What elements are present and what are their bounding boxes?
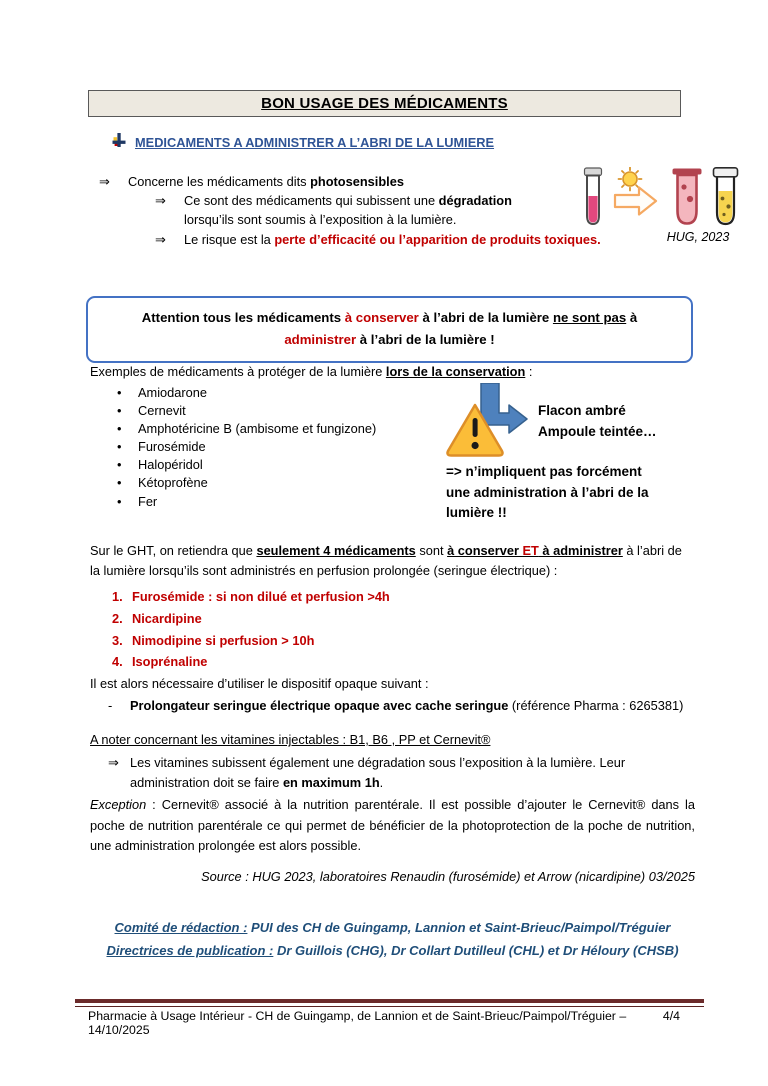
vitamins-line-1: ⇒ Les vitamines subissent également une dégradation sous l’exposition à la lumière. Leur	[90, 753, 696, 773]
list-item: • Kétoprofène	[90, 474, 532, 492]
ght-seg: Sur le GHT, on retiendra que	[90, 543, 257, 558]
intro-l4-text: Le risque est la	[184, 231, 275, 247]
list-item: • Fer	[90, 493, 532, 511]
warning-callout-line-1	[96, 307, 683, 329]
committee-text: PUI des CH de Guingamp, Lannion et Saint-Brieuc/Paimpol/Tréguier	[247, 920, 671, 935]
intro-l2-bold: dégradation	[438, 193, 512, 209]
vitamins-line-2	[90, 773, 696, 793]
test-tube-before-icon	[585, 168, 602, 224]
vitamins-max-1h: en maximum 1h	[282, 775, 380, 790]
test-tube-yellow-icon	[714, 168, 738, 224]
alert-seg: à l’abri de la lumière	[418, 310, 553, 325]
device-intro: Il est alors nécessaire d’utiliser le dispositif opaque suivant :	[90, 676, 429, 691]
alert-administrer: administrer	[284, 332, 357, 347]
transform-arrow-icon	[615, 188, 656, 215]
ght-seg: à conserver	[447, 543, 523, 558]
page-footer	[88, 1009, 680, 1037]
vitamins-seg: .	[379, 775, 384, 790]
photosensitive-intro	[99, 172, 601, 249]
document-title: BON USAGE DES MÉDICAMENTS	[261, 95, 508, 112]
numbered-item: Nicardipine	[132, 610, 202, 626]
exception-body: : Cernevit® associé à la nutrition parentérale. Il est possible d’ajouter le Cernevit® dans la poche de nutrition parentérale ce qui permet de bénéficier de la photoprotection de la poche de nutrition, une administration prolongée est alors possible.	[90, 797, 695, 853]
alert-seg: Attention tous les médicaments	[141, 310, 345, 325]
committee-line-1	[90, 916, 695, 939]
list-item: • Amphotéricine B (ambisome et fungizone)	[90, 420, 532, 438]
amber-note-line-1: => n’impliquent pas forcément	[446, 464, 642, 479]
ght-section	[90, 541, 696, 673]
ght-seg: à administrer	[538, 543, 623, 558]
numbered-item: Furosémide : si non dilué et perfusion >4h	[132, 589, 390, 604]
source-line: Source : HUG 2023, laboratoires Renaudin (furosémide) et Arrow (nicardipine) 03/2025	[201, 869, 695, 884]
alert-ne-sont-pas: ne sont pas	[552, 310, 627, 325]
ght-seg: à l’abri de	[622, 543, 682, 558]
alert-conserver: à conserver	[344, 310, 419, 325]
section-heading	[112, 133, 494, 152]
ght-et: ET	[522, 543, 539, 558]
intro-line-3: lorsqu’ils sont soumis à l’exposition à la lumière.	[184, 212, 457, 228]
intro-l4-risk-bold: perte d’efficacité ou l’apparition de produits toxiques.	[274, 231, 601, 247]
intro-line-2	[155, 191, 601, 210]
flacon-label	[538, 400, 657, 442]
opaque-device-section	[90, 674, 683, 716]
alert-seg: à	[626, 310, 638, 325]
illustration-credit: HUG, 2023	[666, 230, 730, 244]
test-tube-degraded-icon	[673, 169, 702, 224]
committee-line-2	[90, 939, 695, 962]
device-item	[90, 696, 683, 716]
exception-paragraph	[90, 795, 695, 857]
warning-callout	[86, 296, 693, 363]
examples-intro-text: Exemples de médicaments à protéger de la lumière	[90, 364, 386, 379]
device-item-bold: Prolongateur seringue électrique opaque avec cache seringue	[130, 698, 509, 713]
document-title-banner	[88, 90, 681, 117]
intro-l2-text: Ce sont des médicaments qui subissent une	[184, 193, 439, 209]
numbered-item: Isoprénaline	[132, 654, 208, 670]
amber-vial-note	[443, 383, 699, 523]
ght-line-2: la lumière lorsqu’ils sont administrés en perfusion prolongée (seringue électrique) :	[90, 563, 558, 578]
examples-intro-bold: lors de la conservation	[385, 364, 526, 379]
committee-block	[90, 916, 695, 962]
flacon-line-2: Ampoule teintée…	[538, 424, 657, 439]
photodegradation-illustration	[578, 167, 748, 249]
intro-l1-text: Concerne les médicaments dits	[128, 174, 311, 189]
intro-line-4	[155, 230, 601, 249]
numbered-item: Nimodipine si perfusion > 10h	[132, 632, 315, 648]
intro-l1-bold: photosensibles	[310, 174, 404, 189]
footer-text: Pharmacie à Usage Intérieur - CH de Guingamp, de Lannion et de Saint-Brieuc/Paimpol/Tréguier – 14/10/2025	[88, 1009, 627, 1037]
vitamins-seg: administration doit se faire	[130, 775, 283, 790]
ght-seulement-4: seulement 4 médicaments	[256, 543, 416, 558]
vitamins-section	[90, 730, 696, 793]
plus-bullet-icon	[112, 133, 126, 152]
warning-triangle-icon	[443, 401, 507, 464]
alert-seg: à l’abri de la lumière !	[356, 332, 495, 347]
vitamins-heading: A noter concernant les vitamines injectables : B1, B6 , PP et Cernevit®	[90, 732, 491, 747]
examples-intro-colon: :	[525, 364, 533, 379]
list-item: • Furosémide	[90, 438, 532, 456]
committee-label: Comité de rédaction :	[114, 920, 248, 935]
amber-note-line-2: une administration à l’abri de la	[446, 484, 649, 500]
footer-page-number: 4/4	[662, 1009, 680, 1023]
ght-line-1	[90, 541, 696, 561]
amber-note-text	[446, 462, 649, 524]
ght-seg: sont	[415, 543, 448, 558]
warning-callout-line-2	[96, 329, 683, 351]
ght-conserver-administrer	[447, 543, 623, 558]
committee-text: Dr Guillois (CHG), Dr Collart Dutilleul (CHL) et Dr Héloury (CHSB)	[273, 943, 679, 958]
amber-note-line-3: lumière !!	[446, 505, 507, 520]
list-item: • Halopéridol	[90, 456, 532, 474]
committee-label: Directrices de publication :	[106, 943, 274, 958]
device-item-ref: (référence Pharma : 6265381)	[508, 698, 684, 713]
four-medications-list	[90, 586, 696, 673]
list-item: • Amiodarone	[90, 384, 532, 402]
list-item: • Cernevit	[90, 402, 532, 420]
examples-intro	[90, 364, 532, 379]
footer-divider	[75, 999, 704, 1007]
exception-lead: Exception	[90, 797, 147, 812]
section-heading-text: MEDICAMENTS A ADMINISTRER A L’ABRI DE LA LUMIERE	[135, 135, 495, 150]
intro-line-1	[99, 172, 601, 191]
flacon-line-1: Flacon ambré	[538, 403, 626, 418]
